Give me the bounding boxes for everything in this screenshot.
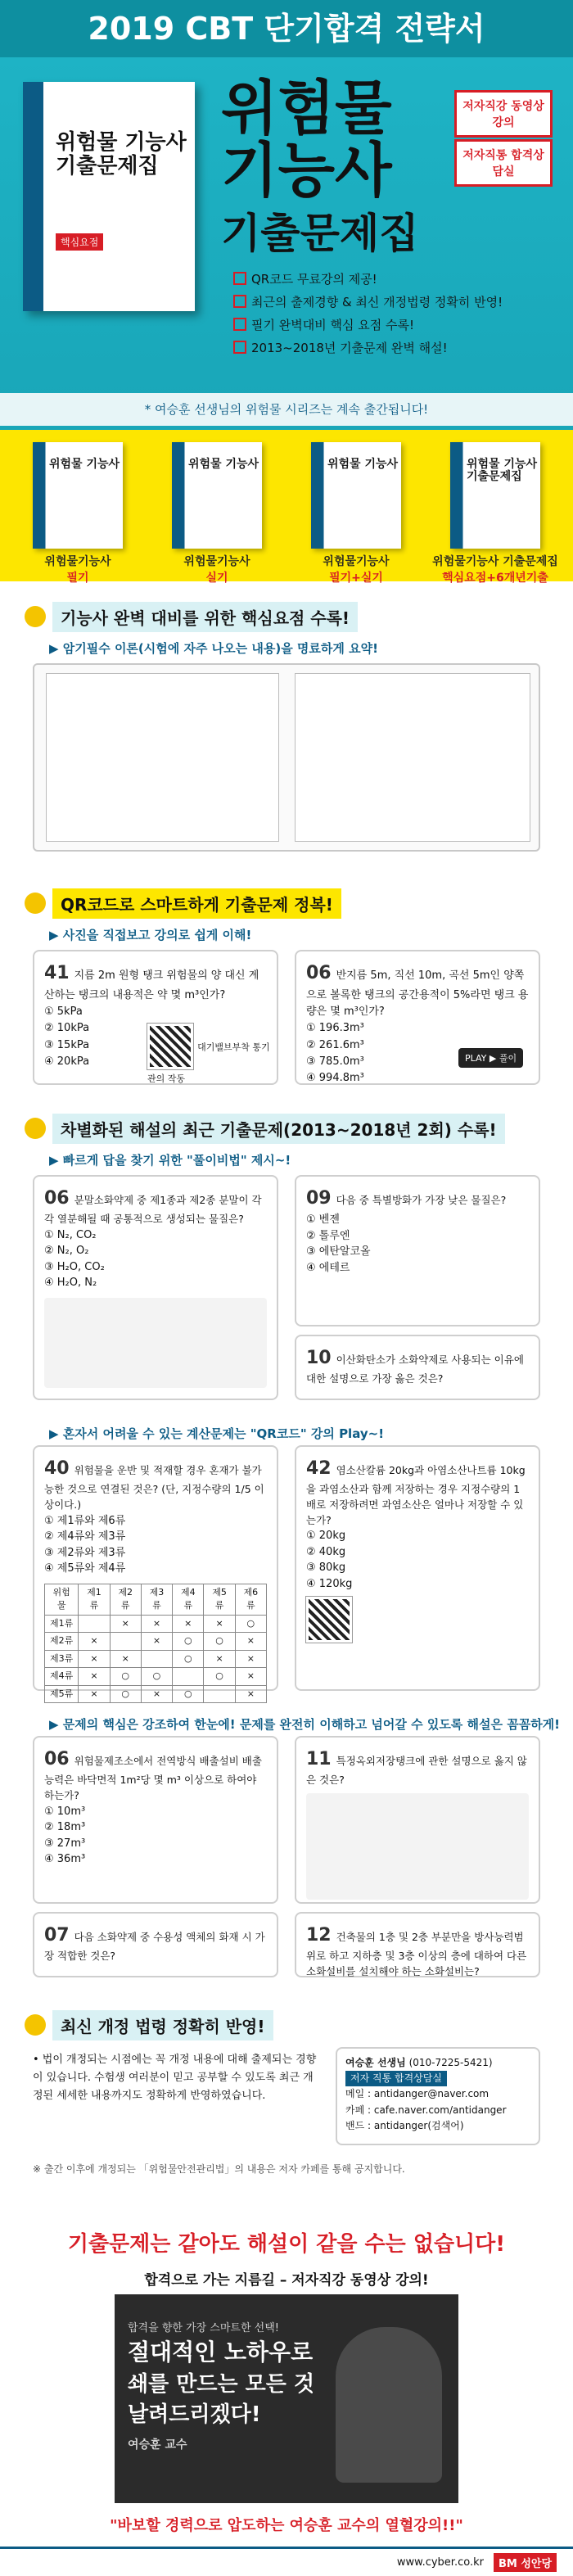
section-explain bbox=[0, 1707, 573, 1733]
key-points-preview bbox=[33, 663, 540, 852]
question-card: 06 위험물제조소에서 전역방식 배출설비 배출능력은 바닥면적 1m²당 몇 m³ 이상으로 하여야 하는가? ① 10m³ ② 18m³ ③ 27m³ ④ 36m³ bbox=[33, 1736, 278, 1904]
book-caption: 위험물기능사 필기 bbox=[44, 555, 111, 585]
hero-top-title: 2019 CBT 단기합격 전략서 bbox=[0, 0, 573, 57]
checkbox-icon bbox=[233, 318, 246, 331]
promo-bottomline: "바보할 경력으로 압도하는 여승훈 교수의 열혈강의!!" bbox=[110, 2517, 463, 2534]
section-qr bbox=[0, 888, 573, 943]
series-notice: * 여승훈 선생님의 위험물 시리즈는 계속 출간됩니다! bbox=[0, 393, 573, 426]
question-card: 06 분말소화약제 중 제1종과 제2종 분말이 각각 열분해될 때 공통적으로 생성되는 물질은? ① N₂, CO₂ ② N₂, O₂ ③ H₂O, CO₂ ④ H₂O, N₂ bbox=[33, 1175, 278, 1400]
checkbox-icon bbox=[233, 272, 246, 285]
hero-subtitle: 기출문제집 bbox=[221, 210, 419, 257]
chalkboard: 합격을 향한 가장 스마트한 선택! 절대적인 노하우로 쇄를 만드는 모든 것 날려드리겠다! 여승훈 교수 bbox=[128, 2322, 315, 2452]
feature-item: 최근의 출제경향 & 최신 개정법령 정확히 반영! bbox=[233, 293, 503, 310]
question-card: 06 반지름 5m, 직선 10m, 곡선 5m인 양쪽으로 볼록한 탱크의 공간용적이 5%라면 탱크 용량은 몇 m³인가? ① 196.3m³ ② 261.6m³ ③ 785.0m³ ④ 994.8m³ bbox=[295, 950, 540, 1085]
section-subtitle: ▶ 문제의 핵심은 강조하여 한눈에! 문제를 완전히 이해하고 넘어갈 수 있도록 해설은 꼼꼼하게! bbox=[49, 1717, 561, 1732]
hero-title-line1: 위험물 bbox=[221, 74, 392, 142]
promo-caption: 합격으로 가는 지름길 – 저자직강 동영상 강의! bbox=[144, 2272, 429, 2289]
book-thumb[interactable]: 위험물 기능사 bbox=[33, 442, 123, 549]
bulb-icon bbox=[25, 893, 46, 914]
contact-cafe[interactable]: 카페 : cafe.naver.com/antidanger bbox=[345, 2104, 507, 2116]
section-title: 기능사 완벽 대비를 위한 핵심요점 수록! bbox=[52, 602, 358, 632]
qr-code-icon[interactable] bbox=[147, 1024, 193, 1069]
book-caption: 위험물기능사 기출문제집 핵심요점+6개년기출 bbox=[432, 555, 558, 585]
hero-title-line2: 기능사 bbox=[221, 135, 392, 205]
feature-item: 2013~2018년 기출문제 완벽 해설! bbox=[233, 339, 448, 356]
contact-mail[interactable]: 메일 : antidanger@naver.com bbox=[345, 2088, 490, 2100]
hero-title bbox=[221, 74, 392, 205]
qr-caption: 대기밸브부착 통기관의 작동 bbox=[147, 1042, 270, 1084]
qr-play-block[interactable] bbox=[147, 1024, 270, 1085]
book-caption: 위험물기능사 실기 bbox=[183, 555, 250, 585]
question-card: 09 다음 중 특별방화가 가장 낮은 물질은? ① 벤젠 ② 톨루엔 ③ 에탄알코올 ④ 에테르 bbox=[295, 1175, 540, 1326]
section-key-points bbox=[0, 602, 573, 657]
section-recent-exams bbox=[0, 1114, 573, 1168]
bulb-icon bbox=[25, 606, 46, 627]
section-subtitle: ▶ 사진을 직접보고 강의로 쉽게 이해! bbox=[49, 928, 252, 942]
question-card: 12 건축물의 1층 및 2층 부분만을 방사능력범위로 하고 지하층 및 3층 이상의 층에 대하여 다른 소화설비를 설치해야 하는 소화설비는? bbox=[295, 1912, 540, 1977]
question-card: 40 위험물을 운반 및 적재할 경우 혼재가 불가능한 것으로 연결된 것은? (단, 지정수량의 1/5 이상이다.) ① 제1류와 제6류 ② 제4류와 제3류 ③ 제2류와 제3류 ④ 제5류와 제4류 위험물 제1류 제2류 제3류 제4류 제5류 제6류 제1류 × × × × ○ 제2류 × × ○ ○ × 제3류 × × ○ × × 제4류 × ○ ○ ○ × 제5류 × ○ × ○ × bbox=[33, 1445, 278, 1691]
hero-banner bbox=[0, 0, 573, 430]
bulb-icon bbox=[25, 1118, 46, 1139]
site-url[interactable]: www.cyber.co.kr bbox=[396, 2556, 484, 2569]
checkbox-icon bbox=[233, 341, 246, 354]
publisher-logo: BM 성안당 bbox=[494, 2553, 557, 2572]
bulb-icon bbox=[25, 2014, 46, 2036]
author-contact-card: 여승훈 선생님 (010-7225-5421) 저자 직통 합격상담실 메일 : antidanger@naver.com 카페 : cafe.naver.com/antidanger 밴드 : antidanger(검색어) bbox=[336, 2047, 540, 2145]
lecture-photo[interactable] bbox=[115, 2294, 458, 2503]
promo-quote: 기출문제는 같아도 해설이 같을 수는 없습니다! bbox=[67, 2232, 506, 2257]
section-title: QR코드로 스마트하게 기출문제 정복! bbox=[52, 888, 341, 919]
law-body: • 법이 개정되는 시점에는 꼭 개정 내용에 대해 출제되는 경향이 있습니다. 수험생 여러분이 믿고 공부할 수 있도록 최근 개정된 세세한 내용까지도 정확하게 반영하였습니다. bbox=[33, 2054, 317, 2103]
question-card: 10 이산화탄소가 소화약제로 사용되는 이유에 대한 설명으로 가장 옳은 것은? bbox=[295, 1335, 540, 1400]
section-subtitle: ▶ 혼자서 어려울 수 있는 계산문제는 "QR코드" 강의 Play~! bbox=[49, 1426, 385, 1441]
footer bbox=[0, 2547, 573, 2576]
question-card: 11 특정옥외저장탱크에 관한 설명으로 옳지 않은 것은? bbox=[295, 1736, 540, 1904]
checkbox-icon bbox=[233, 295, 246, 308]
book-cover-badge: 핵심요점 bbox=[56, 233, 103, 251]
section-title: 최신 개정 법령 정확히 반영! bbox=[52, 2010, 273, 2040]
law-note: ※ 출간 이후에 개정되는 「위험물안전관리법」의 내용은 저자 카페를 통해 공지합니다. bbox=[33, 2163, 405, 2175]
book-thumb[interactable]: 위험물 기능사 bbox=[311, 442, 401, 549]
book-cover-title: 위험물 기능사 기출문제집 bbox=[56, 130, 187, 179]
book-thumb[interactable]: 위험물 기능사 bbox=[172, 442, 262, 549]
qr-code-icon[interactable] bbox=[306, 1597, 352, 1643]
question-card: 42 염소산칼륨 20kg과 아염소산나트륨 10kg을 과염소산과 함께 저장하는 경우 지정수량의 1배로 저장하려면 과염소산은 얼마나 저장할 수 있는가? ① 20kg ② 40kg ③ 80kg ④ 120kg bbox=[295, 1445, 540, 1691]
section-subtitle: ▶ 암기필수 이론(시험에 자주 나오는 내용)을 명료하게 요약! bbox=[49, 641, 378, 656]
book-cover-image bbox=[23, 82, 195, 311]
contact-band[interactable]: 밴드 : antidanger(검색어) bbox=[345, 2119, 464, 2131]
section-qr-calc bbox=[0, 1417, 573, 1442]
lecture-promo bbox=[0, 2227, 573, 2576]
book-thumb[interactable]: 위험물 기능사 기출문제집 bbox=[450, 442, 540, 549]
lecture-tag: 저자직강 동영상 강의 bbox=[454, 90, 553, 138]
mixing-table: 위험물 제1류 제2류 제3류 제4류 제5류 제6류 제1류 × × × × ○ 제2류 × × ○ ○ × 제3류 × × ○ × × 제4류 × ○ ○ ○ × 제5류 × ○ × ○ × bbox=[44, 1584, 267, 1704]
play-button[interactable]: PLAY ▶ 풀이 bbox=[458, 1048, 523, 1068]
section-subtitle: ▶ 빠르게 답을 찾기 위한 "풀이비법" 제시~! bbox=[49, 1153, 291, 1168]
series-books bbox=[0, 430, 573, 585]
question-card: 41 지름 2m 원형 탱크 위험물의 양 대신 계산하는 탱크의 내용적은 약 몇 m³인가? ① 5kPa ② 10kPa ③ 15kPa ④ 20kPa bbox=[33, 950, 278, 1085]
professor-photo bbox=[336, 2327, 442, 2483]
review-tag: 저자직통 합격상담실 bbox=[454, 139, 553, 187]
question-card: 07 다음 소화약제 중 수용성 액체의 화재 시 가장 적합한 것은? bbox=[33, 1912, 278, 1977]
feature-item: 필기 완벽대비 핵심 요점 수록! bbox=[233, 316, 414, 333]
section-title: 차별화된 해설의 최근 기출문제(2013~2018년 2회) 수록! bbox=[52, 1114, 505, 1144]
section-law-update bbox=[0, 2010, 573, 2040]
book-caption: 위험물기능사 필기+실기 bbox=[323, 555, 390, 585]
feature-item: QR코드 무료강의 제공! bbox=[233, 270, 377, 287]
